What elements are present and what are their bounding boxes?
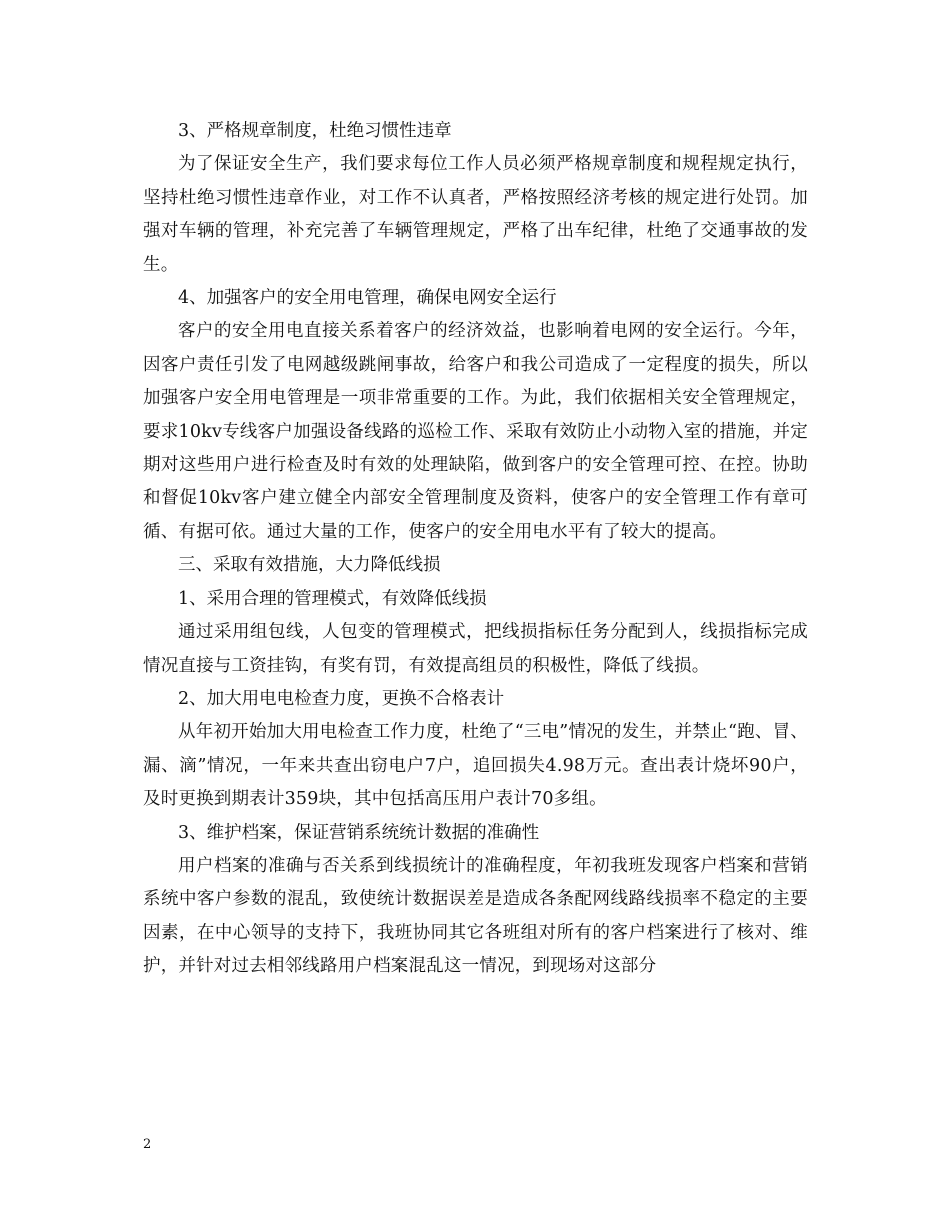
chapter-heading-line-loss: 三、采取有效措施，大力降低线损: [178, 555, 441, 576]
section-heading-inspection: 2、加大用电电检查力度，更换不合格表计: [178, 688, 505, 709]
document-body: [143, 115, 808, 984]
page-number: 2: [143, 1137, 152, 1152]
section-heading-rules: 3、严格规章制度，杜绝习惯性违章: [178, 121, 452, 141]
section-heading-customer-safety: 4、加强客户的安全用电管理，确保电网安全运行: [178, 288, 557, 309]
paragraph-management-mode: 通过采用组包线，人包变的管理模式，把线损指标任务分配到人，线损指标完成情况直接与工资挂钩，有奖有罚，有效提高组员的积极性，降低了线损。: [143, 622, 808, 676]
section-heading-archives: 3、维护档案，保证营销系统统计数据的准确性: [178, 822, 540, 843]
section-heading-management-mode: 1、采用合理的管理模式，有效降低线损: [178, 588, 487, 609]
paragraph-customer-safety: 客户的安全用电直接关系着客户的经济效益，也影响着电网的安全运行。今年，因客户责任引发了电网越级跳闸事故，给客户和我公司造成了一定程度的损失，所以加强客户安全用电管理是一项非常重要的工作。为此，我们依据相关安全管理规定，要求10kv专线客户加强设备线路的巡检工作、采取有效防止小动物入室的措施，并定期对这些用户进行检查及时有效的处理缺陷，做到客户的安全管理可控、在控。协助和督促10kv客户建立健全内部安全管理制度及资料，使客户的安全管理工作有章可循、有据可依。通过大量的工作，使客户的安全用电水平有了较大的提高。: [143, 321, 808, 542]
paragraph-inspection: 从年初开始加大用电检查工作力度，杜绝了“三电”情况的发生，并禁止“跑、冒、漏、滴”情况，一年来共查出窃电户7户，追回损失4.98万元。查出表计烧坏90户，及时更换到期表计359块，其中包括高压用户表计70多组。: [143, 722, 808, 810]
paragraph-archives: 用户档案的准确与否关系到线损统计的准确程度，年初我班发现客户档案和营销系统中客户参数的混乱，致使统计数据误差是造成各条配网线路线损率不稳定的主要因素，在中心领导的支持下，我班协同其它各班组对所有的客户档案进行了核对、维护，并针对过去相邻线路用户档案混乱这一情况，到现场对这部分: [143, 855, 808, 977]
paragraph-rules: 为了保证安全生产，我们要求每位工作人员必须严格规章制度和规程规定执行，坚持杜绝习惯性违章作业，对工作不认真者，严格按照经济考核的规定进行处罚。加强对车辆的管理，补充完善了车辆管理规定，严格了出车纪律，杜绝了交通事故的发生。: [143, 154, 808, 275]
